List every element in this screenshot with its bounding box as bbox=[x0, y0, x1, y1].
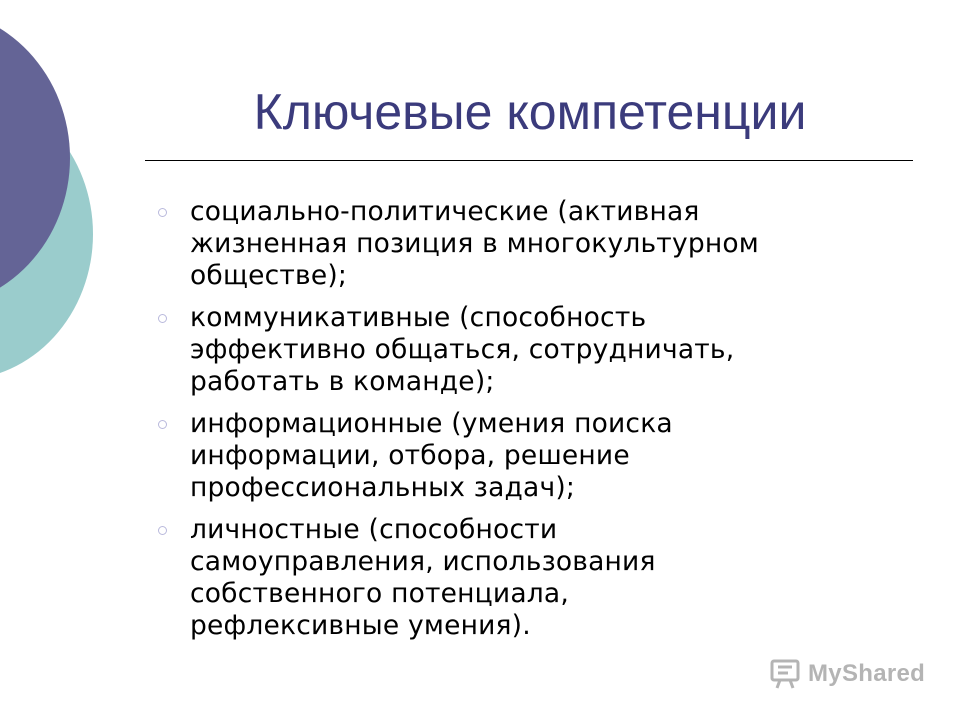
competency-item bbox=[158, 514, 878, 642]
competency-item-line: коммуникативные (способность bbox=[190, 302, 647, 333]
watermark-text-my: My bbox=[808, 660, 842, 687]
competency-item-line: собственного потенциала, bbox=[190, 578, 569, 609]
competency-item-line: эффективно общаться, сотрудничать, bbox=[190, 334, 735, 365]
bullet-circle-icon bbox=[158, 314, 167, 323]
competency-item bbox=[158, 196, 878, 292]
watermark-text-shared: Shared bbox=[841, 660, 926, 687]
myshared-watermark bbox=[768, 656, 925, 692]
competency-item-line: обществе); bbox=[190, 260, 348, 291]
bullet-circle-icon bbox=[158, 526, 167, 535]
competency-item-line: социально-политические (активная bbox=[190, 196, 700, 227]
competency-item bbox=[158, 408, 878, 504]
slide-title: Ключевые компетенции bbox=[253, 84, 807, 140]
competency-item-line: самоуправления, использования bbox=[190, 546, 656, 577]
competency-item-line: жизненная позиция в многокультурном bbox=[190, 228, 759, 259]
bullet-circle-icon bbox=[158, 208, 167, 217]
competency-list bbox=[158, 196, 878, 652]
competency-item-line: личностные (способности bbox=[190, 514, 558, 545]
competency-item-line: профессиональных задач); bbox=[190, 472, 575, 503]
competency-item bbox=[158, 302, 878, 398]
competency-item-line: информационные (умения поиска bbox=[190, 408, 673, 439]
bullet-circle-icon bbox=[158, 420, 167, 429]
competency-item-line: работать в команде); bbox=[190, 366, 495, 397]
competency-item-line: информации, отбора, решение bbox=[190, 440, 630, 471]
myshared-logo-icon bbox=[768, 656, 804, 692]
watermark-text bbox=[808, 660, 925, 688]
title-underline-rule bbox=[145, 160, 913, 161]
competency-item-line: рефлексивные умения). bbox=[190, 610, 531, 641]
